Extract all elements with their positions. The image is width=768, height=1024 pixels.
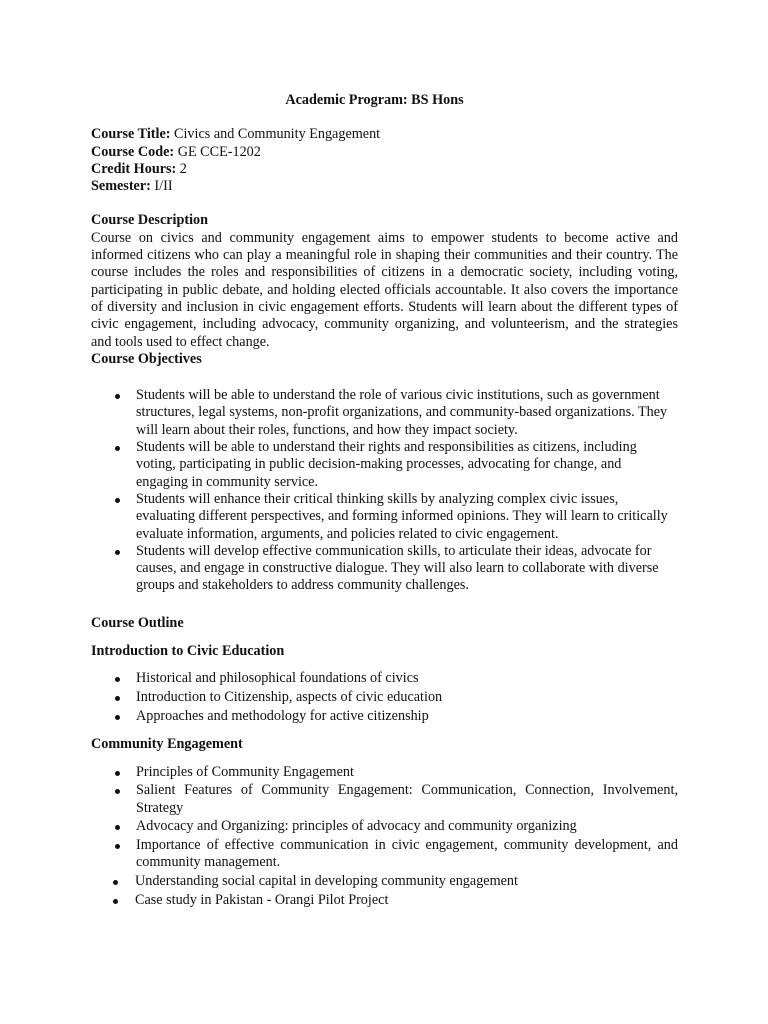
list-item: Case study in Pakistan - Orangi Pilot Project [91,892,678,909]
semester-value: I/II [150,178,173,195]
list-item: Historical and philosophical foundations of civics [91,670,678,687]
objective-item: Students will be able to understand the role of various civic institutions, such as government structures, legal systems, non-profit organizations, and community-based organizations. They will learn about their roles, functions, and how they impact society. [91,387,678,439]
outline-section-heading: Introduction to Civic Education [91,643,285,660]
list-item: Introduction to Citizenship, aspects of civic education [91,689,678,706]
course-objectives-heading: Course Objectives [91,350,202,367]
objective-item: Students will enhance their critical thinking skills by analyzing complex civic issues, evaluating different perspectives, and forming informed opinions. They will learn to critically evaluate information, arguments, and policies related to civic engagement. [91,491,678,543]
outline-section-list [91,764,678,910]
course-title-value: Civics and Community Engagement [170,126,381,143]
objective-item: Students will develop effective communication skills, to articulate their ideas, advocate for causes, and engage in constructive dialogue. They will also learn to collaborate with diverse groups and stakeholders to address community challenges. [91,543,678,595]
list-item: Advocacy and Organizing: principles of advocacy and community organizing [91,818,678,835]
course-code-label: Course Code: [91,143,175,160]
outline-section-list [91,670,678,725]
semester-label: Semester: [91,178,151,195]
semester-line [91,178,678,195]
document-page [91,92,678,911]
list-item: Salient Features of Community Engagement: Communication, Connection, Involvement, Strategy [91,782,678,817]
course-outline-heading: Course Outline [91,614,184,631]
list-item: Approaches and methodology for active citizenship [91,708,678,725]
course-description-heading: Course Description [91,212,209,229]
credit-hours-label: Credit Hours: [91,160,177,177]
program-title: Academic Program: BS Hons [285,92,464,108]
list-item: Importance of effective communication in civic engagement, community development, and community management. [91,837,678,872]
list-item: Understanding social capital in developing community engagement [91,873,678,890]
course-description-text: Course on civics and community engagement aims to empower students to become active and informed citizens who can play a meaningful role in shaping their communities and their country. The course includes the roles and responsibilities of citizens in a democratic society, including voting, participating in public debate, and holding elected officials accountable. It also covers the importance of diversity and inclusion in civic engagement efforts. Students will learn about the different types of civic engagement, including advocacy, community organizing, and volunteerism, and the strategies and tools used to effect change. [91,229,678,350]
course-title-label: Course Title: [91,126,171,143]
credit-hours-value: 2 [176,160,187,177]
credit-hours-line [91,161,678,178]
course-title-line [91,126,678,143]
objectives-list [91,387,678,595]
course-code-value: GE CCE-1202 [174,143,261,160]
course-code-line [91,144,678,161]
objective-item: Students will be able to understand their rights and responsibilities as citizens, including voting, participating in public decision-making processes, advocating for change, and engaging in community service. [91,439,678,491]
outline-section-heading: Community Engagement [91,736,243,753]
list-item: Principles of Community Engagement [91,764,678,781]
